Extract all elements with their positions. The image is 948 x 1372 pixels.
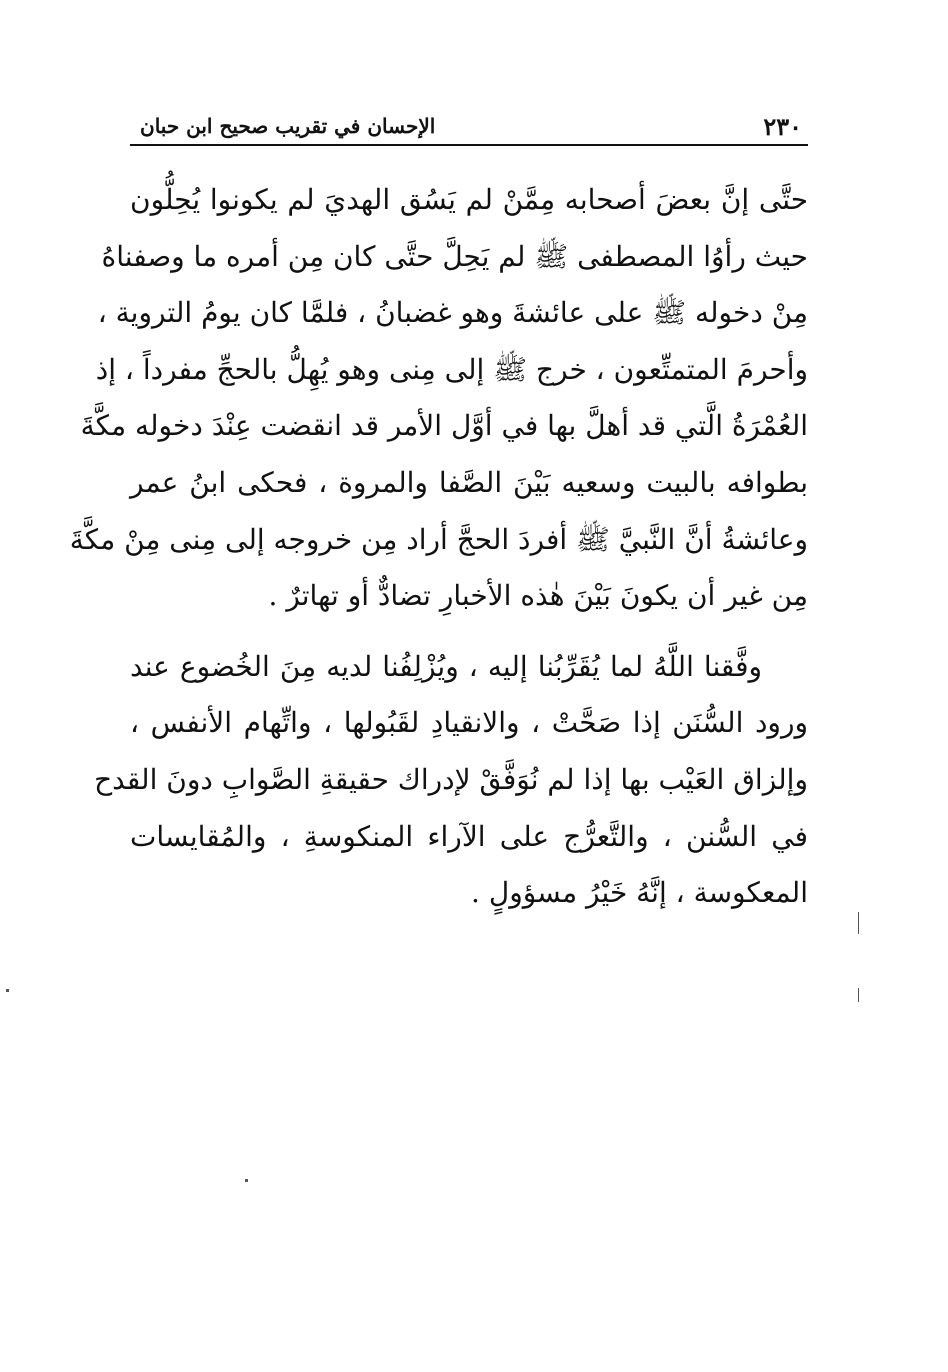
scan-speck: [245, 1179, 248, 1182]
text-line: العُمْرَةُ الَّتي قد أهلَّ بها في أوَّل الأمر قد انقضت عِنْدَ دخوله مكَّةَ: [80, 409, 808, 443]
text-line: حتَّى إنَّ بعضَ أصحابه مِمَّنْ لم يَسُق الهديَ لم يكونوا يُحِلُّون: [130, 183, 808, 216]
running-title: الإحسان في تقريب صحيح ابن حبان: [140, 114, 436, 138]
page-number: ٢٣٠: [763, 112, 802, 141]
text-line: ورود السُّنَن إذا صَحَّتْ ، والانقيادِ لقَبُولها ، واتِّهام الأنفس ،: [130, 706, 808, 740]
text-line: المعكوسة ، إنَّهُ خَيْرُ مسؤولٍ .: [471, 876, 808, 910]
text-line: في السُّنن ، والتَّعرُّج على الآراء المنكوسةِ ، والمُقايسات: [130, 819, 808, 853]
text-line: مِن غير أن يكونَ بَيْنَ هٰذه الأخبارِ تضادٌّ أو تهاترٌ .: [268, 579, 808, 613]
paragraph: [69, 172, 808, 625]
text-line: وفَّقنا اللَّهُ لما يُقَرِّبُنا إليه ، ويُزْلِفُنا لديه مِنَ الخُضوع عند: [130, 649, 762, 683]
text-line: بطوافه بالبيت وسعيه بَيْنَ الصَّفا والمروة ، فحكى ابنُ عمر: [130, 465, 808, 499]
text-line: وأحرمَ المتمتِّعون ، خرج ﷺ إلى مِنى وهو يُهِلُّ بالحجِّ مفرداً ، إذ: [95, 352, 808, 386]
scan-speck: [858, 912, 859, 934]
scan-speck: [6, 989, 9, 992]
header-rule: [130, 144, 808, 146]
text-line: حيث رأوُا المصطفى ﷺ لم يَحِلَّ حتَّى كان مِن أمره ما وصفناهُ: [101, 239, 808, 273]
paragraph: [94, 639, 808, 922]
page-header: [130, 104, 808, 142]
text-line: مِنْ دخوله ﷺ على عائشةَ وهو غضبانُ ، فلمَّا كان يومُ التروية ،: [97, 296, 808, 330]
body-text: [69, 172, 808, 922]
scan-speck: [858, 988, 859, 1002]
text-line: وعائشةُ أنَّ النَّبيَّ ﷺ أفردَ الحجَّ أراد مِن خروجه إلى مِنى مِنْ مكَّةَ: [69, 522, 808, 556]
text-line: وإلزاق العَيْب بها إذا لم نُوَفَّقْ لإدراك حقيقةِ الصَّوابِ دونَ القدح: [94, 762, 808, 796]
